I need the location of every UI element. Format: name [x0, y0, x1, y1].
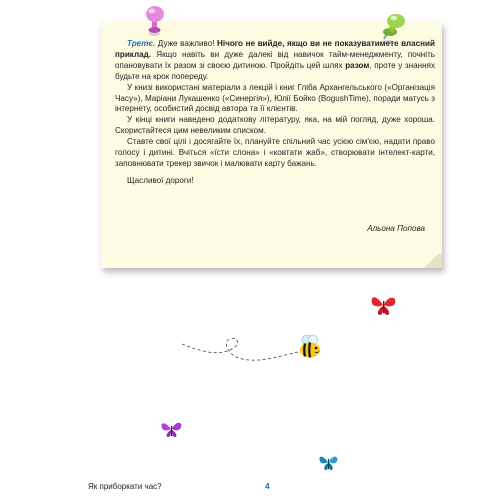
note-text [115, 39, 435, 187]
pink-pushpin-icon [140, 4, 172, 38]
purple-butterfly-icon [160, 418, 184, 440]
footer-book-title: Як приборкати час? [88, 482, 162, 491]
paragraph-farewell: Щасливої дороги! [127, 175, 194, 185]
page-number: 4 [265, 481, 270, 491]
paragraph-sources: У книзі використані матеріали з лекцій і книг Гліба Архангельського («Організація Часу»), Маріани Лукашенко («Синергія»), Юлії Бойко (BogushTime), поради матусь з інтернету, особистий досвід автора та її клієнтів. [115, 82, 435, 114]
paragraph-intro: Третє. Дуже важливо! Нічого не вийде, якщо ви не показуватимете власний приклад. Якщо навіть ви дуже далекі від навичок тайм-менеджменту, почніть опановувати їх разом зі своєю дитиною. Пройдіть цей шлях разом, проте у знаннях будьте на крок попереду. [115, 39, 435, 81]
author-signature: Альона Попова [367, 224, 425, 233]
red-butterfly-icon [370, 292, 398, 318]
paragraph-literature: У кінці книги наведено додаткову літературу, яка, на мій погляд, дуже хороша. Скористайтеся цим невеликим списком. [115, 115, 435, 136]
lead-word: Третє. [127, 39, 156, 48]
bee-flight-path [180, 326, 305, 386]
paragraph-goals: Ставте свої цілі і досягайте їх, плануйте спільний час усією сім'єю, надати право голосу і дитині. Вчіться «їсти слона» і «ковтати жаб», створювати інтелект-карти, заповнювати трекер звичок і малювати карту бажань. [115, 137, 435, 168]
teal-butterfly-icon [318, 451, 340, 473]
bee-icon [296, 334, 324, 360]
